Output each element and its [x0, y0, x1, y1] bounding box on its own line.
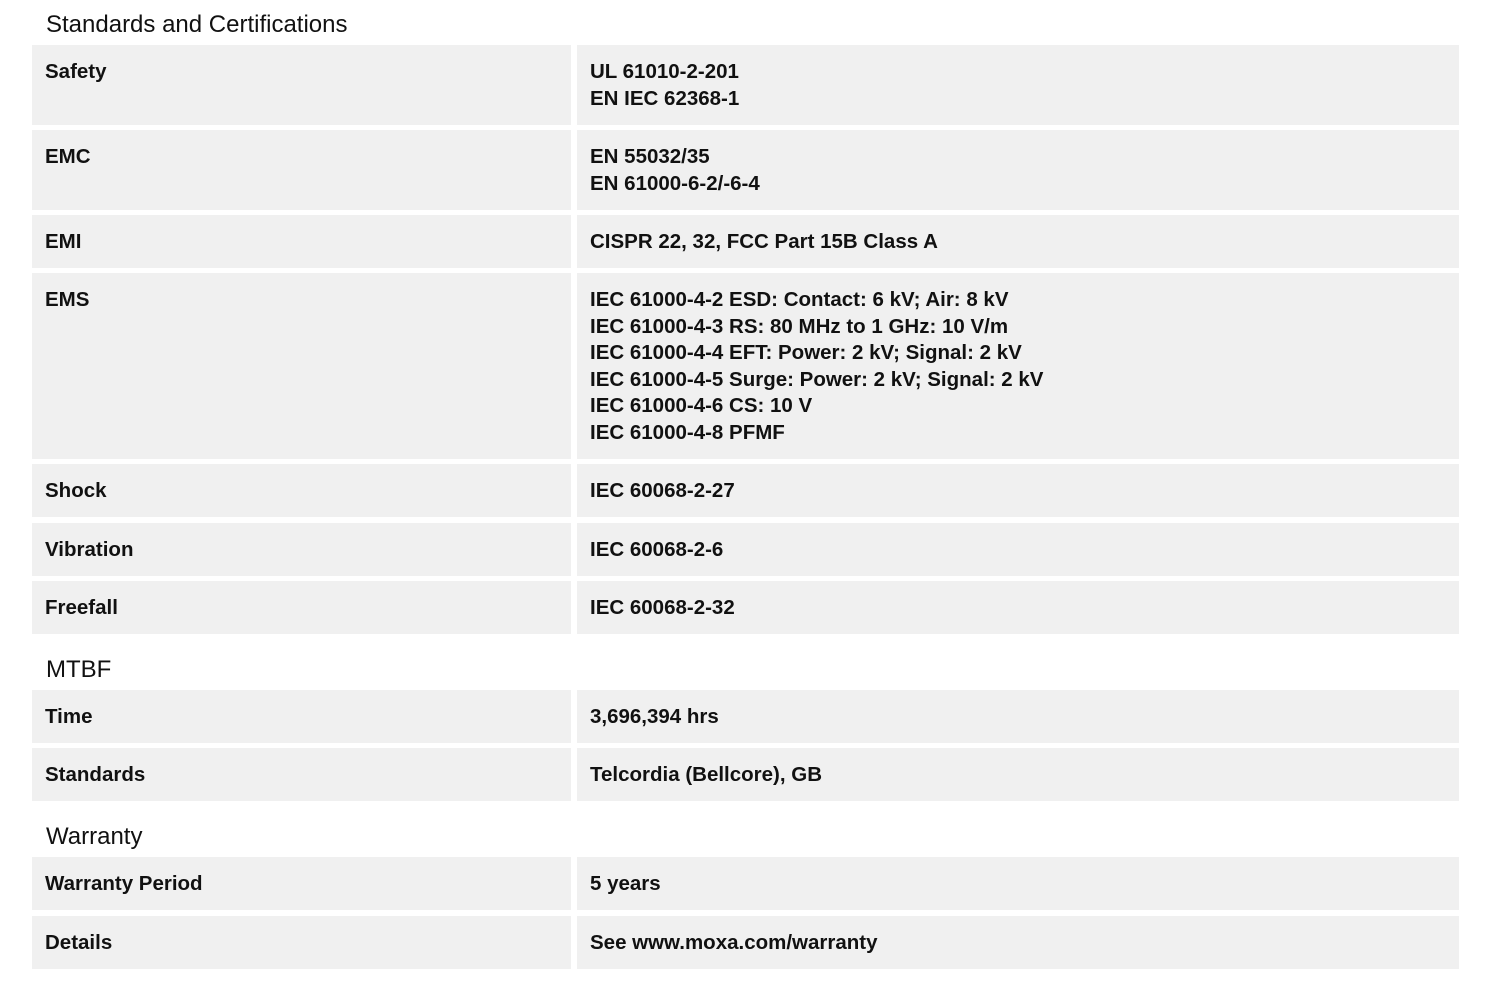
- value-line: 3,696,394 hrs: [590, 705, 719, 728]
- value-line: IEC 60068-2-27: [590, 479, 735, 502]
- table-row: [32, 464, 1459, 517]
- row-value: [577, 45, 1459, 125]
- row-label: Shock: [32, 464, 571, 517]
- row-value: [577, 130, 1459, 210]
- row-value: [577, 690, 1459, 743]
- value-line: IEC 60068-2-32: [590, 596, 735, 619]
- value-line: IEC 61000-4-4 EFT: Power: 2 kV; Signal: 2 kV: [590, 341, 1022, 365]
- row-label: Safety: [32, 45, 571, 125]
- row-value: [577, 857, 1459, 910]
- value-line: See www.moxa.com/warranty: [590, 931, 878, 954]
- value-line: IEC 61000-4-8 PFMF: [590, 420, 785, 444]
- row-value: [577, 581, 1459, 634]
- table-row: [32, 215, 1459, 268]
- table-row: [32, 690, 1459, 743]
- value-line: IEC 61000-4-2 ESD: Contact: 6 kV; Air: 8 kV: [590, 288, 1009, 311]
- row-value: [577, 748, 1459, 801]
- value-line: IEC 61000-4-5 Surge: Power: 2 kV; Signal: 2 kV: [590, 367, 1044, 391]
- table-row: [32, 45, 1459, 125]
- value-line: CISPR 22, 32, FCC Part 15B Class A: [590, 230, 938, 253]
- section-title-mtbf: MTBF: [46, 656, 112, 683]
- row-label: EMI: [32, 215, 571, 268]
- table-row: [32, 581, 1459, 634]
- table-row: [32, 130, 1459, 210]
- row-label: EMC: [32, 130, 571, 210]
- value-line: UL 61010-2-201: [590, 60, 739, 83]
- row-label: Details: [32, 916, 571, 969]
- row-value: [577, 523, 1459, 576]
- row-label: Standards: [32, 748, 571, 801]
- table-row: [32, 523, 1459, 576]
- value-line: EN 61000-6-2/-6-4: [590, 171, 760, 195]
- value-line: EN IEC 62368-1: [590, 86, 740, 110]
- value-line: EN 55032/35: [590, 145, 710, 168]
- row-label: Warranty Period: [32, 857, 571, 910]
- table-row: [32, 857, 1459, 910]
- row-value: [577, 464, 1459, 517]
- value-line: IEC 61000-4-6 CS: 10 V: [590, 394, 813, 418]
- row-label: Vibration: [32, 523, 571, 576]
- section-title-standards: Standards and Certifications: [46, 11, 348, 38]
- row-label: Freefall: [32, 581, 571, 634]
- row-value: [577, 215, 1459, 268]
- value-line: 5 years: [590, 872, 661, 895]
- value-line: Telcordia (Bellcore), GB: [590, 763, 823, 786]
- row-value: [577, 273, 1459, 459]
- value-line: IEC 60068-2-6: [590, 538, 724, 561]
- value-line: IEC 61000-4-3 RS: 80 MHz to 1 GHz: 10 V/m: [590, 314, 1009, 338]
- table-row: [32, 916, 1459, 969]
- row-label: EMS: [32, 273, 571, 459]
- section-title-warranty: Warranty: [46, 823, 143, 850]
- table-row: [32, 273, 1459, 459]
- table-row: [32, 748, 1459, 801]
- row-label: Time: [32, 690, 571, 743]
- row-value: [577, 916, 1459, 969]
